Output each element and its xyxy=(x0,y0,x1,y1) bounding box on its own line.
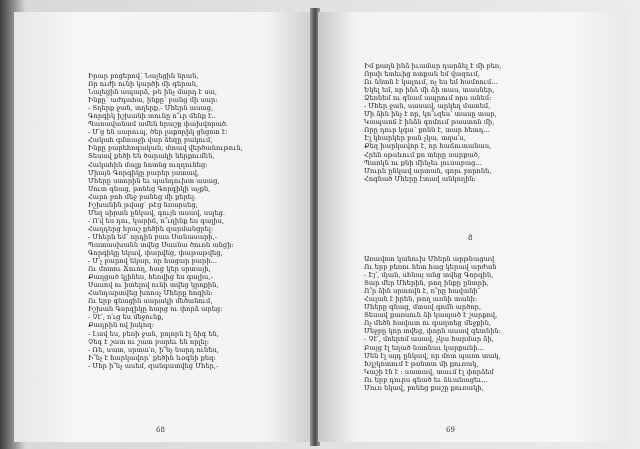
poem-line: Կապաոճ է ինձն գոմում թաստոն մի, xyxy=(364,118,495,127)
poem-line: Ի՞նչ է հարկավոր՝ քեծին ևօգնի քեզ: xyxy=(88,353,216,362)
poem-line: - Ո՛վ ես դու, կարիճ, ո՞ւղինք ես գալիս, xyxy=(88,216,225,225)
poem-line: Չեգ է շատ ու շատ բարեւ են որլել: xyxy=(88,337,210,346)
poem-line: Էլ կհարկեր բան չկա, տղա՛ս, xyxy=(364,134,466,143)
poem-line: Հաղդերց հրաշ քեծին զարմանցրել: xyxy=(88,224,214,233)
poem-line: Որ ուժի ունի կարծի մի գերան, xyxy=(88,80,199,89)
poem-line: Քեզ իարկավոր է, որ հաճուտանաս, xyxy=(364,142,492,151)
poem-line: Ու երբ դուրս գնած եւ ձևանացեւ... xyxy=(364,375,488,384)
right-page xyxy=(318,12,628,442)
poem-line: Տեսավ քեծի են ծարակի ներքումեն, xyxy=(88,152,215,161)
poem-line: Ձեռնեմ ու գնամ ապրում որս անեմ: xyxy=(364,94,492,103)
poem-line: Որսի ետեւից ոտքան եմ վազում, xyxy=(364,70,480,79)
poem-line: Խլշկոտում է թռնտտ մի քուռակ, xyxy=(364,359,479,368)
poem-line: Պառավանամ ամեն հրաշք փախվորած. xyxy=(88,120,229,129)
right-page-number: 69 xyxy=(446,426,455,434)
poem-line: Իմ քաղն ինձ իւամար դարձել է մի բեռ, xyxy=(364,62,502,70)
poem-line: Հալան է իրեն, թող առնի տանի: xyxy=(364,295,478,304)
poem-line: - Ռե, սատ, սրտա՛ռ, ի՞նչ նարդ ունես, xyxy=(88,345,219,354)
poem-line: Մուրն ընկավ արտան, գորւ բորոնե, xyxy=(364,166,492,175)
poem-line: Սասով ու իտելով ունի տվեց կրոքին, xyxy=(88,281,219,290)
poem-line: Առավոտ կանուխ Մհերն արթնացավ xyxy=(364,255,495,263)
poem-line: Հոգնած Մհերը էտավ անկողին: xyxy=(364,174,476,183)
right-page-top-text xyxy=(364,62,584,183)
poem-line: Գորգիկ իշխանի տունը ո՞ւր մենք է.. xyxy=(88,112,216,121)
poem-line: Ու երբ գնացին սարակի մեծանում, xyxy=(88,297,213,306)
poem-line: Տեսավ քառսուն ձի կապած է շարքով, xyxy=(364,311,498,320)
left-page-text xyxy=(88,72,288,370)
poem-line: Մեզ սիրտն ընկավ, գույն ասավ, սպեց. xyxy=(88,208,226,217)
poem-line: Մուռ եկավ, բոնեց քաշը քուռակի, xyxy=(364,383,484,392)
poem-line: Հանդարտվեց խոոսչ Մհերը հոգին: xyxy=(88,289,213,298)
left-page xyxy=(14,12,312,442)
poem-line: - Մ՛չ բարով եկար, որ հացար բարի... xyxy=(88,257,217,266)
poem-line: Մհերը ստորին եւ պանդուխտ ասաց, xyxy=(88,176,220,185)
poem-line: Սուտ գնաց, թոնեց Գորգիկի աչքն, xyxy=(88,184,211,193)
poem-line: - Մհեր ջան, սասավ, արկեղ մատեմ, xyxy=(364,102,491,111)
poem-line: - Լավ ես, բեռի ջան, բոլորն էլ ձիգ են, xyxy=(88,329,220,338)
poem-line: Եկել եմ, որ ինձ մի ձի տաս, տասներ, xyxy=(364,86,495,95)
poem-line: - Մհերն եմ՝ որդին բաս Սանասարի,- xyxy=(88,232,218,241)
poem-line: Հրեն օթսևում քո տերը սարքած, xyxy=(364,150,481,159)
poem-line: Բայց էլ եղած նաոնաւ կարքանի... xyxy=(364,343,484,352)
poem-line: Պատասխանն տվեց Սասնա ծուռն անցի: xyxy=(88,240,234,249)
poem-line: Քաղցած կլինես, հեռվից ես գալիս,- xyxy=(88,273,213,282)
poem-line: Ու ննտն է կալում, ոչ ես եմ համռում... xyxy=(364,78,498,87)
chapter-number: 8 xyxy=(468,234,473,242)
poem-line: Գորգիկը եկավ, փարվեց, փաթաթվեց, xyxy=(88,249,223,258)
poem-line: Ու մոտու Ճուող, հաց կեր սրտայի, xyxy=(88,265,211,274)
poem-line: Մեն էլ այդ ընկավ, որ մոտ պառո տակ, xyxy=(364,351,501,360)
poem-line: Իշխան Գորգիկը հարց ու փորձ արեց: xyxy=(88,305,223,314)
poem-line: Տար մեր Մհերին, թող ինքը ընտրի, xyxy=(364,279,489,288)
poem-line: Ինքը՝ աժդահա, ինքը՝ բանց մի սար: xyxy=(88,96,218,105)
poem-line: - Մհր ի՞նչ ասեմ, զանգատվեց Մհեր,- xyxy=(88,361,219,370)
poem-line: - Մ՛ց են սարուպ, ծեր լաքորիկ ցնցոտ է: xyxy=(88,128,228,137)
poem-line: Իշխանին թվաց՝ թէց նռարսեց, xyxy=(88,200,198,209)
poem-line: Կաշի էն է ։ սատավ, տաւմ էլ փորձեմ xyxy=(364,367,494,376)
poem-line: Մհերը գնաց, մտավ գոմն արծոր, xyxy=(364,303,482,312)
poem-line: Իրար բոցերով՝ Նալեցին նրան, xyxy=(88,72,199,80)
poem-line: - Էյ՛, մյան, սհնայ անց տվեց Գորգին, xyxy=(364,271,494,280)
poem-line: Հակահ գմտաջի վար ձեզը բակում, xyxy=(88,136,213,145)
poem-line: Որը դուր կգա՝ քոնն է, տար հետդ... xyxy=(364,126,490,135)
poem-line: Ու երբ բեռու հետ հաց կերավ արժան xyxy=(364,263,497,272)
poem-line: Ո՞ր ձին սրտովն է, ո՞րը հավանի՜ xyxy=(364,287,481,296)
poem-line: Ինքը բարեհոգական, մտավ վերծանութուն, xyxy=(88,144,243,153)
poem-line: Քադրին ով իսկոզ: xyxy=(88,321,155,330)
left-page-number: 68 xyxy=(156,426,165,434)
poem-line: - Չէ՛, մոերոմ ասավ, չկա հարմար ձի, xyxy=(364,335,494,344)
right-page-bottom-text xyxy=(364,255,584,392)
poem-line: Հարո բոհ մեջ բանեց մի քերել. xyxy=(88,192,197,201)
poem-line: Միայն Գորգիկը բարեր յատավ, xyxy=(88,168,200,177)
poem-line: Պառկն ու քնի մինչեւ լուսաբաց... xyxy=(364,158,482,167)
poem-line: - Չէ՛, ո՛ւց ես մեջունք, xyxy=(88,313,164,322)
poem-line: Մեջբը կոր տվեց, փորն ասավ գետնին: xyxy=(364,327,501,336)
poem-line: - Տղերք ջան, տղերք,- Մհերն ասաց, xyxy=(88,104,214,113)
poem-line: Նալեցին ապարձ, թե ինչ մարդ է սա, xyxy=(88,88,218,97)
poem-line: Հակահին մալք նոտնց ուղղունեց: xyxy=(88,160,208,169)
poem-line: Ոչ մեծն հավատ ու գաղտեց մեջքին, xyxy=(364,319,492,328)
poem-line: Մի ձին ինչ է որ, կո՞ւզես՝ տասը տար, xyxy=(364,110,497,119)
